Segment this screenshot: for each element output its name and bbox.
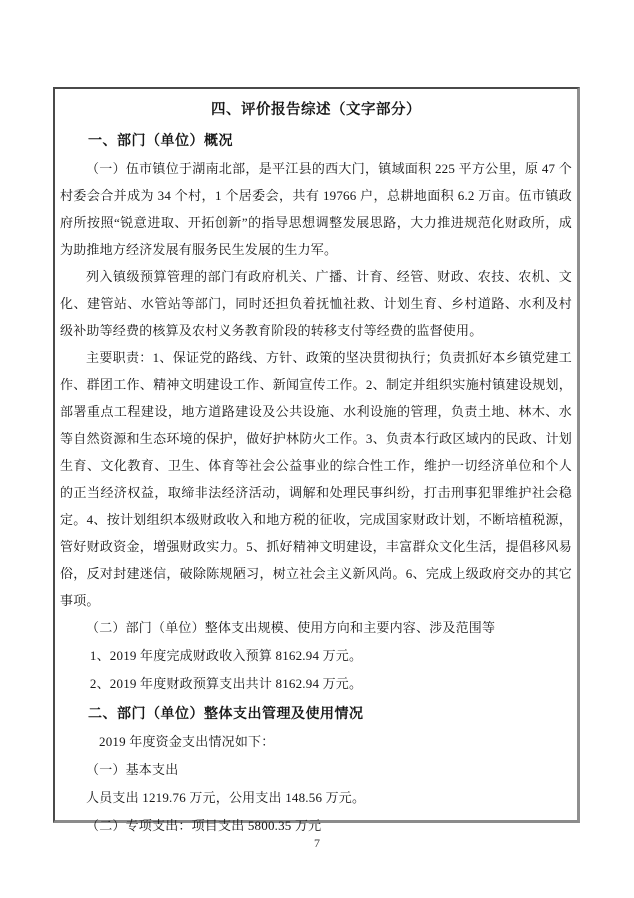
paragraph-budget-departments: 列入镇级预算管理的部门有政府机关、广播、计育、经管、财政、农技、农机、文化、建管站、水管站等部门，同时还担负着抚恤社救、计划生育、乡村道路、水利及村级补助等经费的核算及农村义务教育阶段的转移支付等经费的监督使用。 xyxy=(60,269,572,338)
page-number: 7 xyxy=(314,836,320,850)
section-heading-expenditure-management: 二、部门（单位）整体支出管理及使用情况 xyxy=(88,705,364,721)
paragraph-main-duties: 主要职责：1、保证党的路线、方针、政策的坚决贯彻执行；负责抓好本乡镇党建工作、群团工作、精神文明建设工作、新闻宣传工作。2、制定并组织实施村镇建设规划，部署重点工程建设，地方道路建设及公共设施、水利设施的管理，负责土地、林木、水等自然资源和生态环境的保护，做好护林防火工作。3、负责本行政区域内的民政、计划生育、文化教育、卫生、体育等社会公益事业的综合性工作，维护一切经济单位和个人的正当经济权益，取缔非法经济活动，调解和处理民事纠纷，打击刑事犯罪维护社会稳定。4、按计划组织本级财政收入和地方税的征收，完成国家财政计划，不断培植税源，管好财政资金，增强财政实力。5、抓好精神文明建设，丰富群众文化生活，提倡移风易俗，反对封建迷信，破除陈规陋习，树立社会主义新风尚。6、完成上级政府交办的其它事项。 xyxy=(60,350,572,608)
paragraph-expenditure-scope: （二）部门（单位）整体支出规模、使用方向和主要内容、涉及范围等 xyxy=(86,620,496,635)
section-heading-department-overview: 一、部门（单位）概况 xyxy=(88,132,233,148)
line-revenue-budget: 1、2019 年度完成财政收入预算 8162.94 万元。 xyxy=(89,648,363,663)
line-2019-expenditure-intro: 2019 年度资金支出情况如下： xyxy=(99,734,275,749)
report-text-cell xyxy=(53,87,580,833)
line-basic-expenditure-label: （一）基本支出 xyxy=(86,762,179,777)
line-expenditure-total: 2、2019 年度财政预算支出共计 8162.94 万元。 xyxy=(89,676,363,691)
paragraph-town-overview: （一）伍市镇位于湖南北部，是平江县的西大门，镇域面积 225 平方公里，原 47 个村委会合并成为 34 个村，1 个居委会，共有 19766 户，总耕地面积 6.2 万亩。伍市镇政府所按照“锐意进取、开拓创新”的指导思想调整发展思路，大力推进规范化财政所，成为助推地方经济发展有服务民生发展的生力军。 xyxy=(60,161,572,257)
line-basic-expenditure-values: 人员支出 1219.76 万元，公用支出 148.56 万元。 xyxy=(86,790,366,805)
report-title: 四、评价报告综述（文字部分） xyxy=(211,102,421,118)
line-special-expenditure: （二）专项支出：项目支出 5800.35 万元 xyxy=(86,818,322,833)
